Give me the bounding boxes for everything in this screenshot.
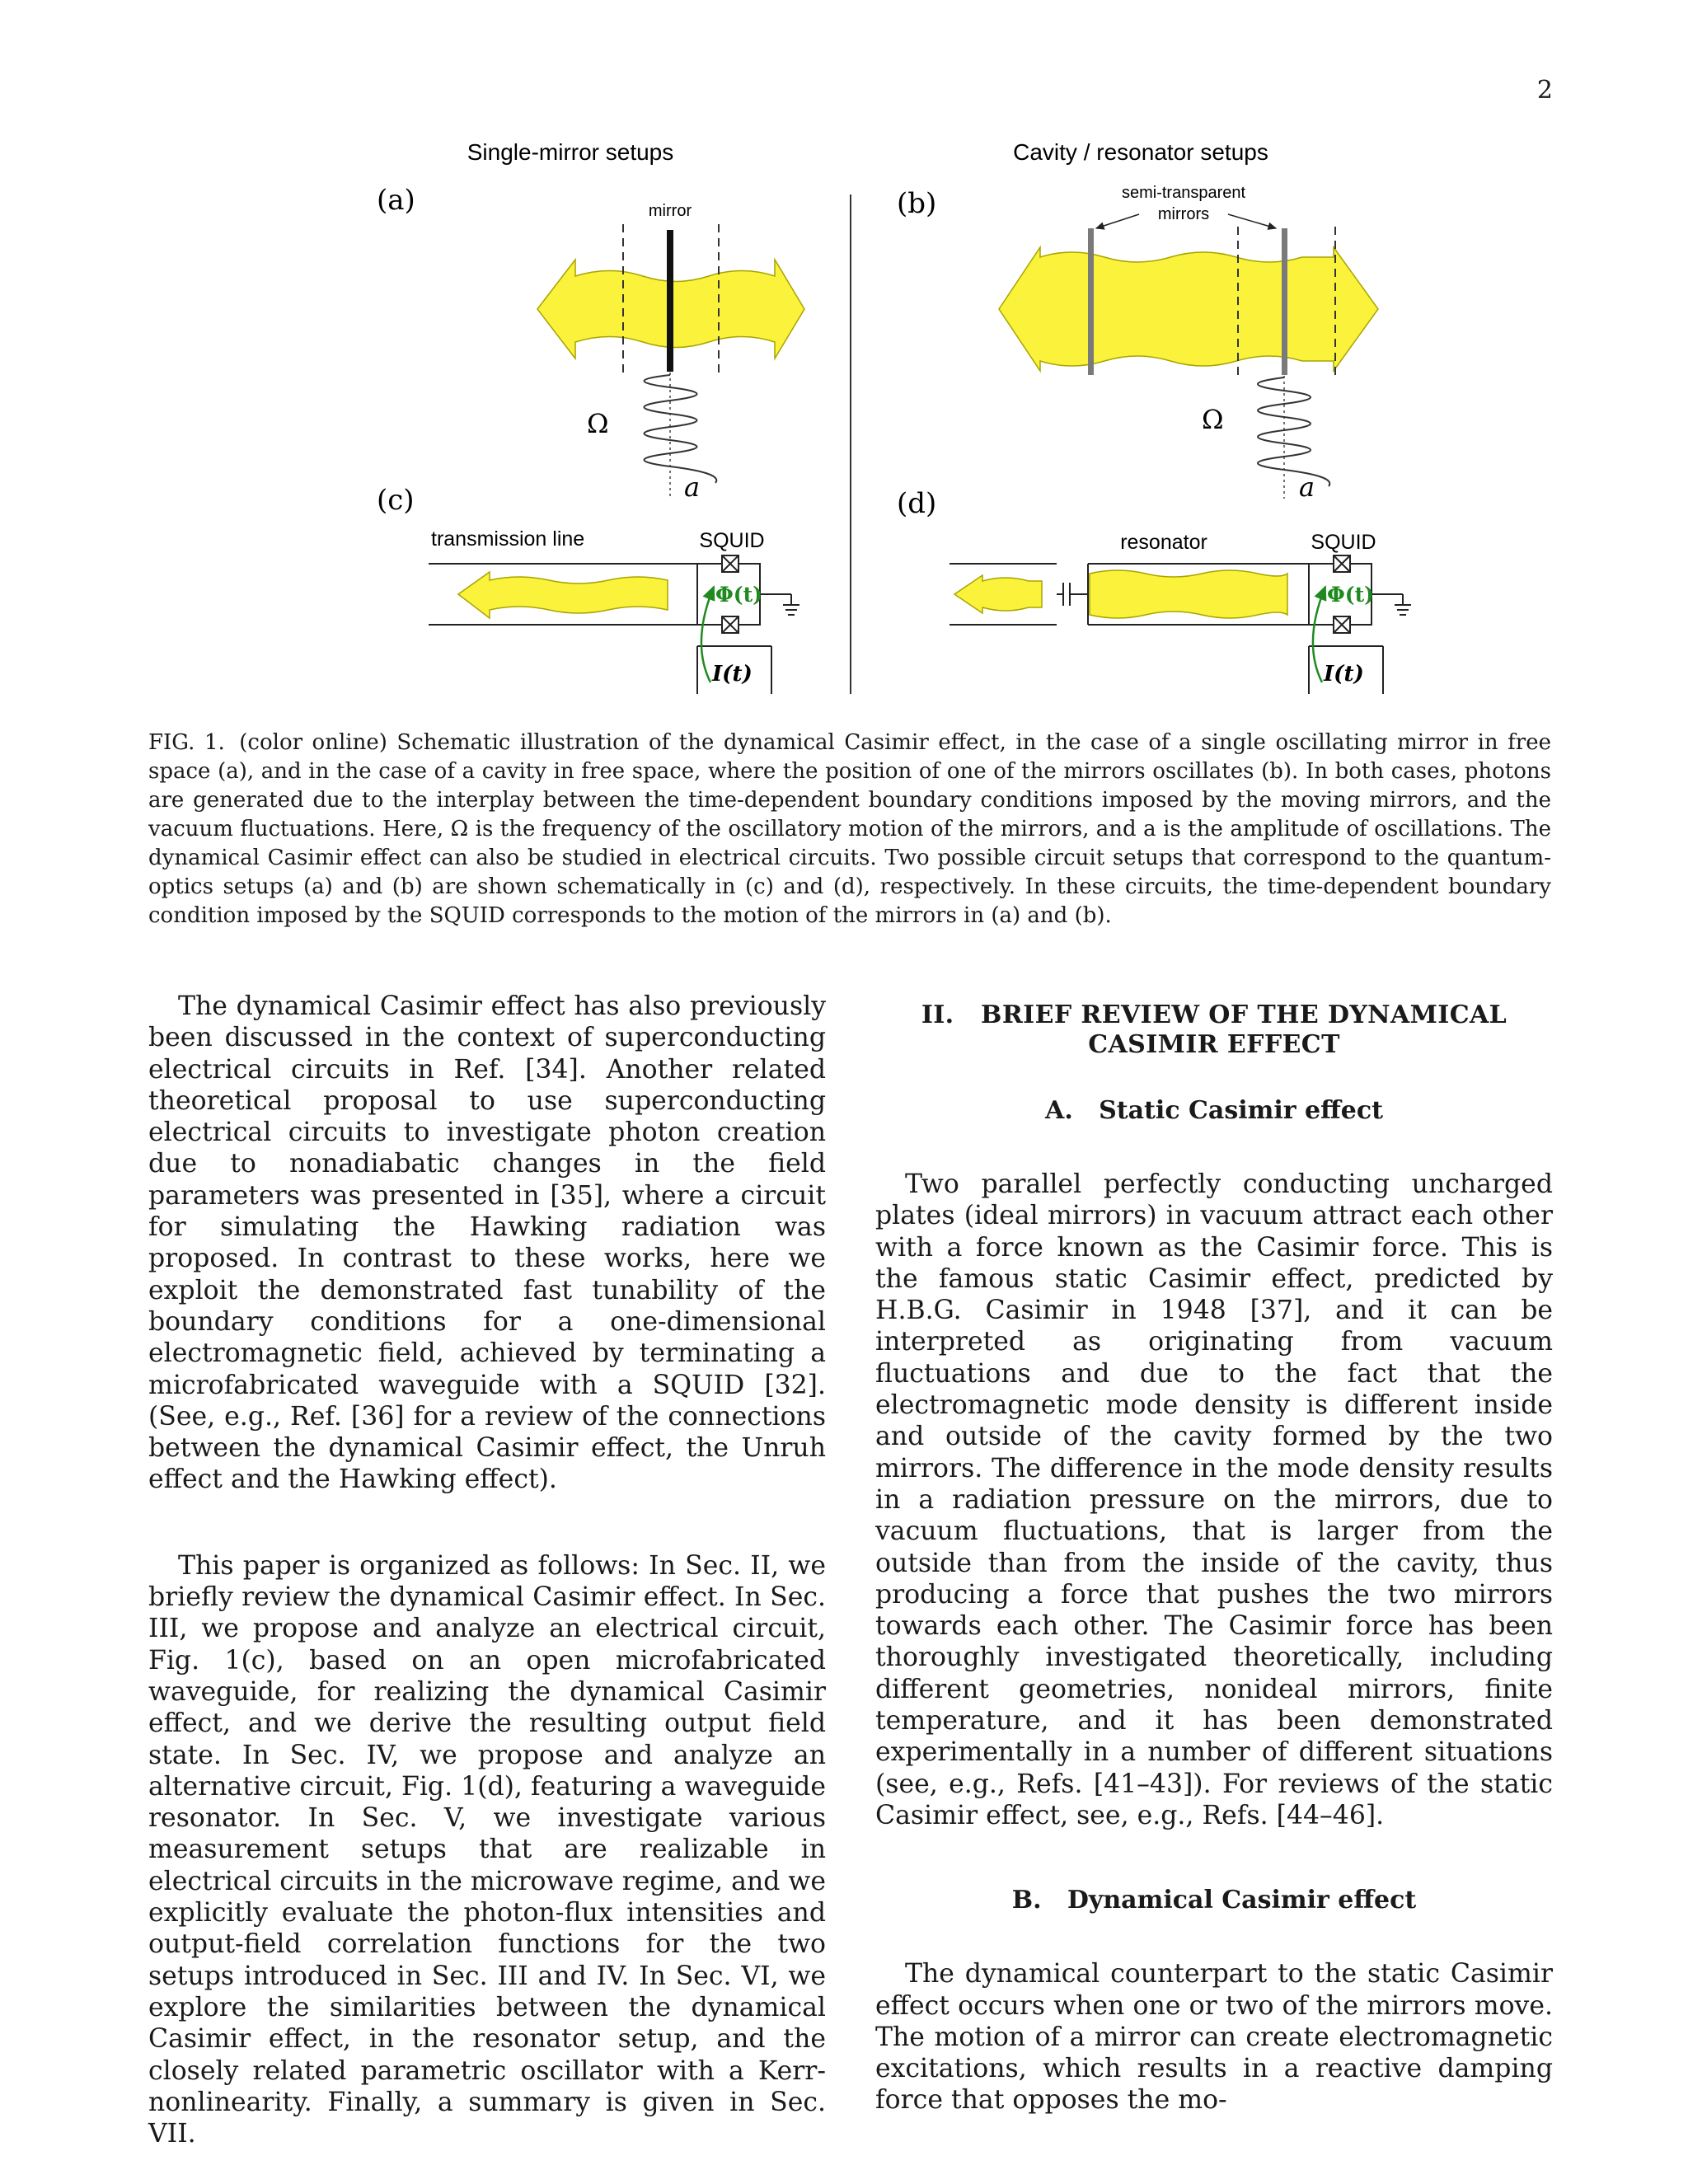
semi-transparent-label-line2: mirrors — [1157, 205, 1210, 223]
pointer-arrow-left — [1096, 214, 1139, 228]
panel-label-b: (b) — [897, 187, 937, 220]
panel-label-d: (d) — [897, 487, 937, 520]
coupling-capacitor — [1057, 583, 1088, 606]
subsection-heading-b: B. Dynamical Casimir effect — [1011, 1886, 1417, 1915]
resonator-wave — [1090, 570, 1287, 618]
figure-1 — [0, 0, 1688, 709]
panel-label-c: (c) — [377, 484, 415, 517]
body-paragraph-1: The dynamical Casimir effect has also previously been discussed in the context of superconducting electrical circuits in Ref. [34]. Another related theoretical proposal to use superconducting electrical circuits to investigate photon creation due to nonadiabatic changes in the field parameters was presented in [35], where a circuit for simulating the Hawking radiation was proposed. In contrast to these works, here we exploit the demonstrated fast tunability of the boundary conditions for a one-dimensional electromagnetic field, achieved by terminating a microfabricated waveguide with a SQUID [32]. (See, e.g., Ref. [36] for a review of the connections between the dynamical Casimir effect, the Unruh effect and the Hawking effect). — [148, 991, 826, 1495]
oscillation-spring-b — [1258, 377, 1329, 486]
section-heading: II. BRIEF REVIEW OF THE DYNAMICAL CASIMIR EFFECT — [921, 1001, 1517, 1059]
omega-label-b: Ω — [1202, 404, 1224, 435]
wave-arrow-d — [954, 575, 1042, 613]
phi-label-c: Φ(t) — [715, 583, 762, 607]
wave-arrow-c — [458, 572, 668, 618]
semi-transparent-mirror-right — [1282, 228, 1287, 375]
squid-label-d: SQUID — [1311, 531, 1376, 554]
phi-label-d: Φ(t) — [1327, 583, 1374, 607]
oscillation-spring-a — [645, 375, 717, 483]
pointer-arrow-right — [1228, 214, 1276, 228]
figure-caption-text: (color online) Schematic illustration of the dynamical Casimir effect, in the case of a single oscillating mirror in free space (a), and in the case of a cavity in free space, where the position of one of the mirrors oscillates (b). In both cases, photons are generated due to the interplay between the time-dependent boundary conditions imposed by the moving mirrors, and the vacuum fluctuations. Here, Ω is the frequency of the oscillatory motion of the mirrors, and a is the amplitude of oscillations. The dynamical Casimir effect can also be studied in electrical circuits. Two possible circuit setups that correspond to the quantum-optics setups (a) and (b) are shown schematically in (c) and (d), respectively. In these circuits, the time-dependent boundary condition imposed by the SQUID corresponds to the motion of the mirrors in (a) and (b). — [148, 730, 1551, 928]
dynamical-casimir-paragraph: The dynamical counterpart to the static Casimir effect occurs when one or two of the mirrors move. The motion of a mirror can create electromagnetic excitations, which results in a reactive damping force that opposes the mo- — [875, 1959, 1553, 2116]
static-casimir-paragraph: Two parallel perfectly conducting uncharged plates (ideal mirrors) in vacuum attract each other with a force known as the Casimir force. This is the famous static Casimir effect, predicted by H.B.G. Casimir in 1948 [37], and it can be interpreted as originating from vacuum fluctuations and due to the fact that the electromagnetic mode density is different inside and outside of the cavity formed by the two mirrors. The difference in the mode density results in a radiation pressure on the mirrors, due to vacuum fluctuations, that is larger from the outside than from the inside of the cavity, thus producing a force that pushes the two mirrors towards each other. The Casimir force has been thoroughly investigated theoretically, including different geometries, nonideal mirrors, finite temperature, and it has been demonstrated experimentally in a number of different situations (see, e.g., Refs. [41–43]). For reviews of the static Casimir effect, see, e.g., Refs. [44–46]. — [875, 1169, 1553, 1830]
figure-title-cavity: Cavity / resonator setups — [1013, 139, 1268, 165]
transmission-line-label: transmission line — [431, 527, 585, 551]
page-number: 2 — [1536, 76, 1553, 105]
panel-label-a: (a) — [377, 184, 415, 217]
squid-label-c: SQUID — [699, 529, 765, 552]
omega-label-a: Ω — [587, 408, 609, 439]
figure-title-single-mirror: Single-mirror setups — [467, 139, 674, 165]
left-column — [148, 991, 826, 2149]
mirror-label: mirror — [648, 202, 692, 220]
semi-transparent-mirror-left — [1088, 228, 1094, 375]
figure-caption-label: FIG. 1. — [148, 730, 225, 755]
body-paragraph-2: This paper is organized as follows: In Sec. II, we briefly review the dynamical Casimir effect. In Sec. III, we propose and analyze an electrical circuit, Fig. 1(c), based on an open microfabricated waveguide, for realizing the dynamical Casimir effect, and we derive the resulting output field state. In Sec. IV, we propose and analyze an alternative circuit, Fig. 1(d), featuring a waveguide resonator. In Sec. V, we investigate various measurement setups that are realizable in electrical circuits in the microwave regime, and we explicitly evaluate the photon-flux intensities and output-field correlation functions for the two setups introduced in Sec. III and IV. In Sec. VI, we explore the similarities between the dynamical Casimir effect, in the resonator setup, and the closely related parametric oscillator with a Kerr-nonlinearity. Finally, a summary is given in Sec. VII. — [148, 1550, 827, 2149]
amplitude-label-b: a — [1299, 471, 1315, 503]
current-label-c: I(t) — [712, 662, 753, 687]
right-column — [875, 991, 1553, 2116]
resonator-label: resonator — [1120, 531, 1207, 554]
figure-caption — [148, 729, 1551, 930]
current-label-d: I(t) — [1324, 662, 1364, 687]
semi-transparent-label-line1: semi-transparent — [1121, 184, 1246, 202]
mirror-a — [667, 230, 673, 372]
amplitude-label-a: a — [684, 471, 701, 503]
subsection-heading-a: A. Static Casimir effect — [1045, 1096, 1383, 1125]
